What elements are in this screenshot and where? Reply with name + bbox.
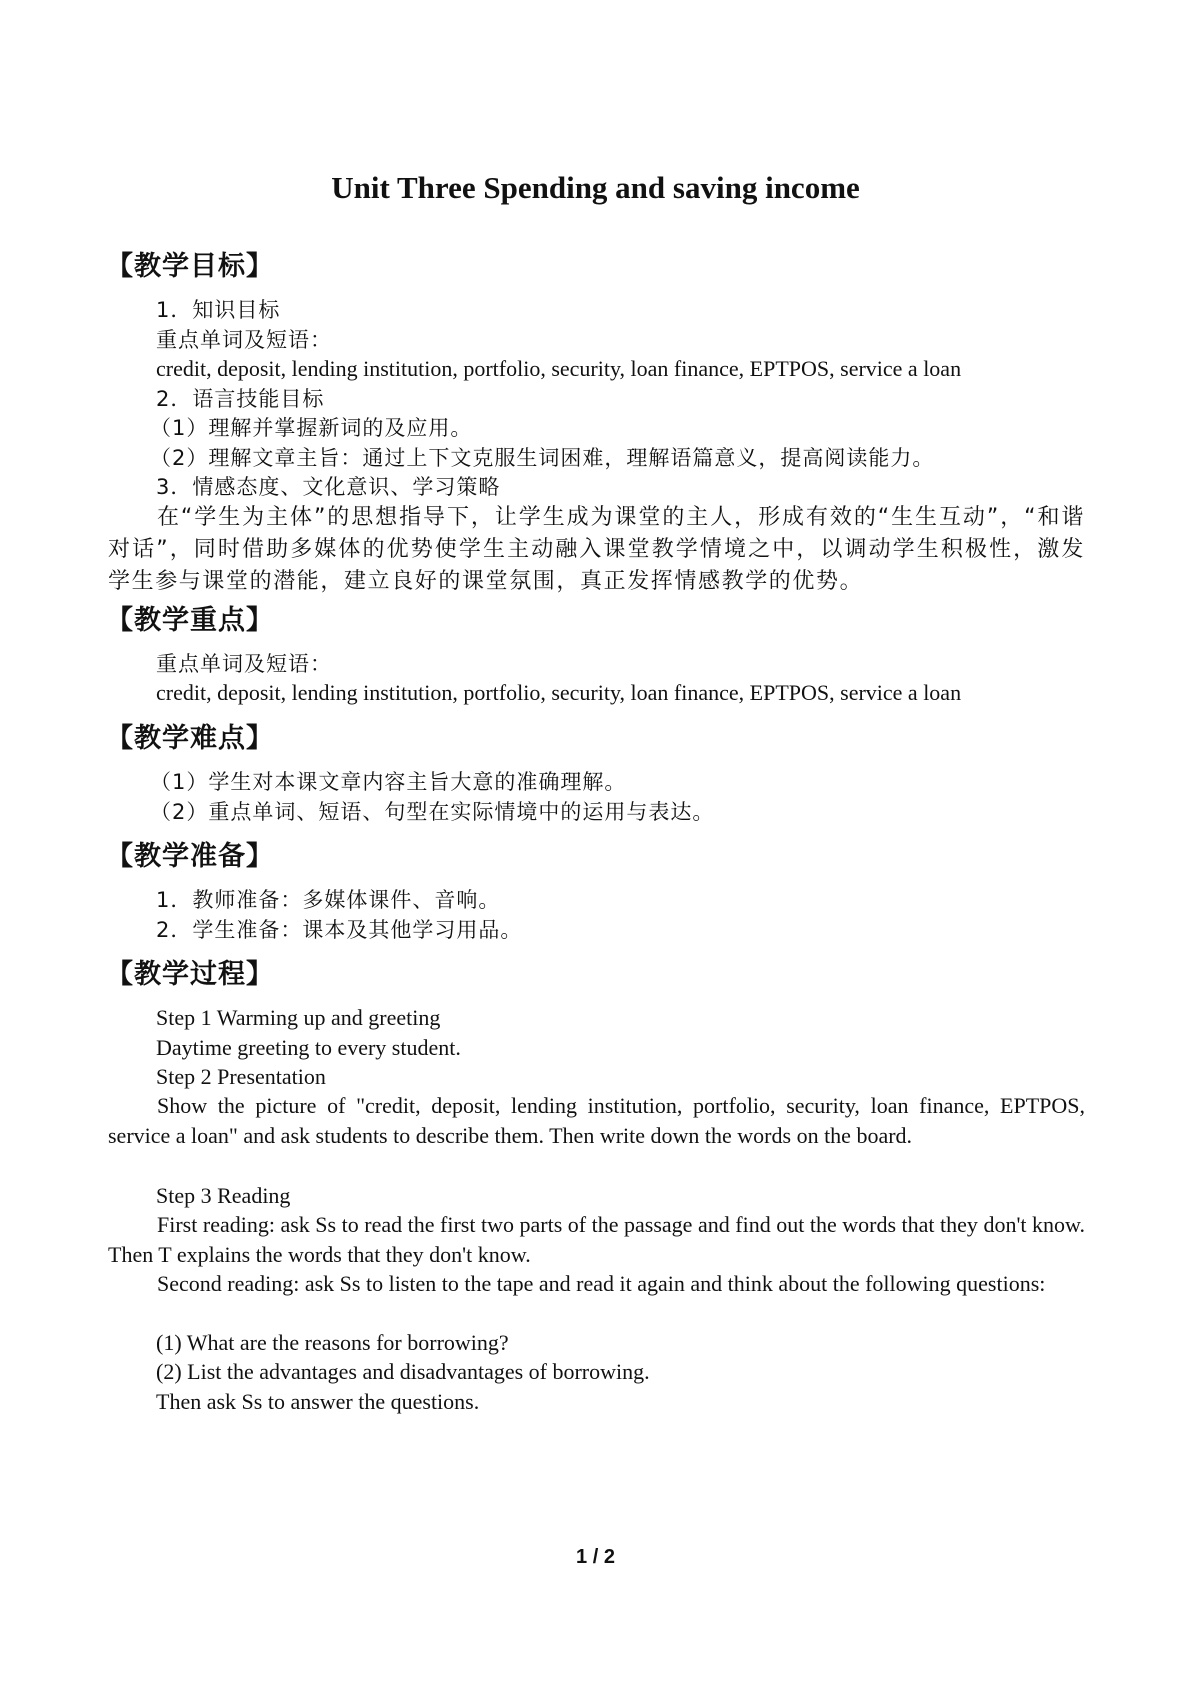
section-heading-process: 【教学过程】 <box>106 959 274 990</box>
section-heading-objectives: 【教学目标】 <box>106 251 274 282</box>
question-1: (1) What are the reasons for borrowing? <box>156 1330 509 1355</box>
preparation-item-2: 2．学生准备：课本及其他学习用品。 <box>156 918 523 942</box>
skill-item-2: （2）理解文章主旨：通过上下文克服生词困难，理解语篇意义，提高阅读能力。 <box>150 446 935 470</box>
skill-goal: 2．语言技能目标 <box>156 387 325 411</box>
second-reading-text: Second reading: ask Ss to listen to the tape and read it again and think about the following questions: <box>157 1271 1046 1296</box>
step-1-text: Daytime greeting to every student. <box>156 1035 461 1060</box>
difficulty-item-2: （2）重点单词、短语、句型在实际情境中的运用与表达。 <box>150 800 715 824</box>
step-2-text: Show the picture of "credit, deposit, lending institution, portfolio, security, loan finance, EPTPOS, service a loan" and ask students to describe them. Then write down the words on the board. <box>108 1093 1085 1148</box>
answer-prompt: Then ask Ss to answer the questions. <box>156 1389 480 1414</box>
step-3-heading: Step 3 Reading <box>156 1183 291 1208</box>
section-heading-difficulties: 【教学难点】 <box>106 723 274 754</box>
document-title: Unit Three Spending and saving income <box>331 170 860 205</box>
question-2: (2) List the advantages and disadvantages of borrowing. <box>156 1359 650 1384</box>
preparation-item-1: 1．教师准备：多媒体课件、音响。 <box>156 888 501 912</box>
vocab-label: 重点单词及短语： <box>156 328 332 352</box>
affective-text: 在“学生为主体”的思想指导下，让学生成为课堂的主人，形成有效的“生生互动”，“和谐对话”，同时借助多媒体的优势使学生主动融入课堂教学情境之中，以调动学生积极性，激发学生参与课堂的潜能，建立良好的课堂氛围，真正发挥情感教学的优势。 <box>108 505 1085 594</box>
vocab-list: credit, deposit, lending institution, portfolio, security, loan finance, EPTPOS, service a loan <box>156 356 962 381</box>
knowledge-goal: 1．知识目标 <box>156 298 281 322</box>
key-vocab-list: credit, deposit, lending institution, portfolio, security, loan finance, EPTPOS, service a loan <box>156 680 962 705</box>
step-2-heading: Step 2 Presentation <box>156 1064 326 1089</box>
key-vocab-label: 重点单词及短语： <box>156 652 332 676</box>
skill-item-1: （1）理解并掌握新词的及应用。 <box>150 416 473 440</box>
step-1-heading: Step 1 Warming up and greeting <box>156 1005 441 1030</box>
section-heading-key-points: 【教学重点】 <box>106 605 274 636</box>
affective-goal: 3．情感态度、文化意识、学习策略 <box>156 475 501 499</box>
section-heading-preparation: 【教学准备】 <box>106 841 274 872</box>
page-number: 1 / 2 <box>576 1546 615 1568</box>
difficulty-item-1: （1）学生对本课文章内容主旨大意的准确理解。 <box>150 770 627 794</box>
first-reading-text: First reading: ask Ss to read the first two parts of the passage and find out the words that they don't know. Then T explains the words that they don't know. <box>108 1212 1085 1267</box>
